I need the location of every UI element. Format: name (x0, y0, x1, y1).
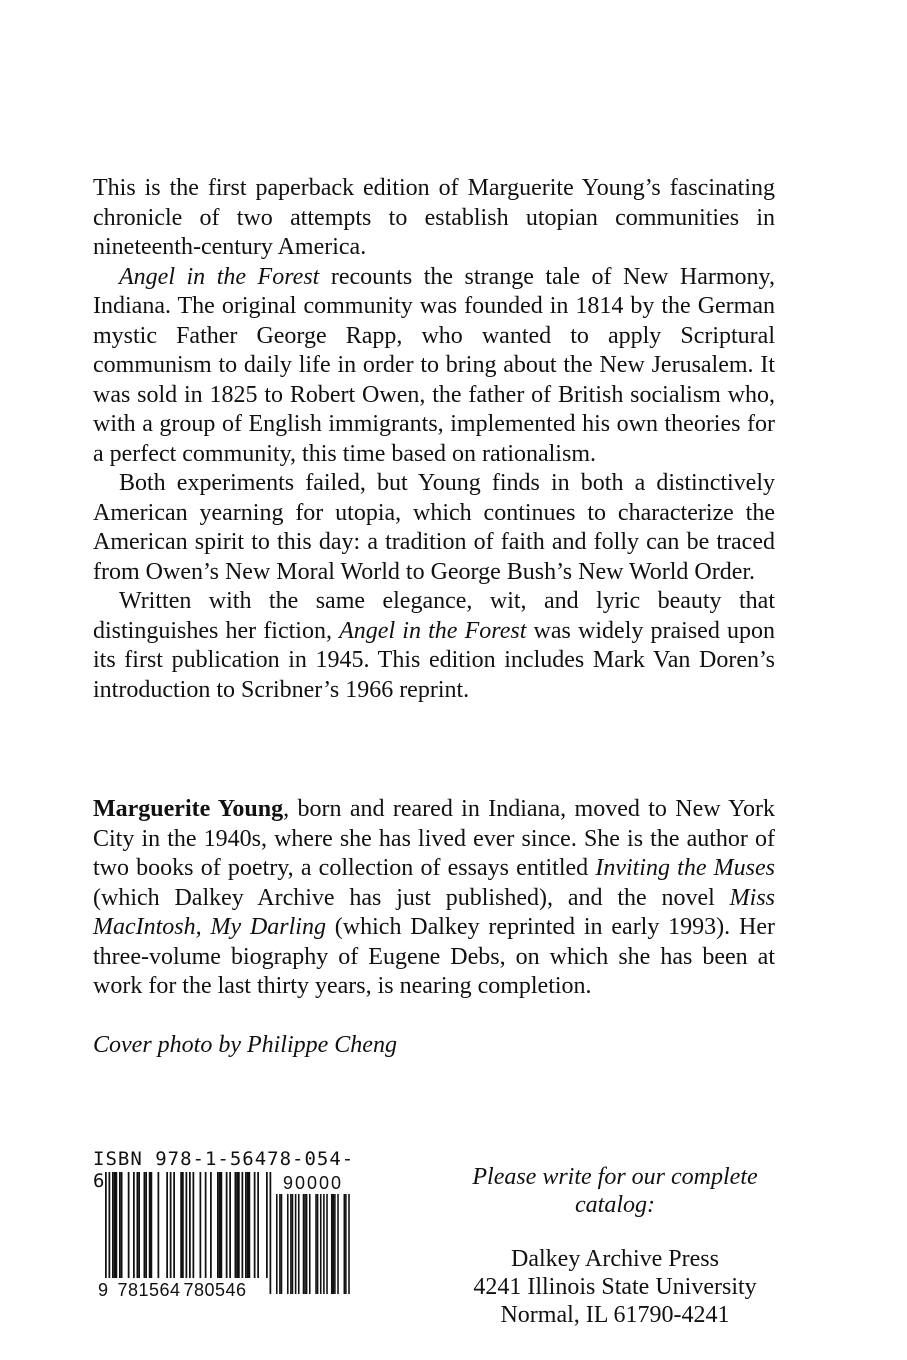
price-bar (337, 1194, 339, 1294)
book-description (93, 174, 775, 705)
barcode-bar (166, 1172, 168, 1278)
barcode-bar (133, 1172, 135, 1278)
description-paragraph-4: Written with the same elegance, wit, and lyric beauty that distinguishes her fiction, Angel in the Forest was widely praised upon its first publication in 1945. This edition includes Mark Van Doren’s introduction to Scribner’s 1966 reprint. (93, 588, 776, 703)
barcode-left-digits: 781564 (117, 1280, 181, 1300)
price-bar (317, 1194, 319, 1294)
barcode-lead-digit: 9 (98, 1280, 109, 1300)
description-paragraph-3: Both experiments failed, but Young finds in both a distinctively American yearning for utopia, which continues to characterize the American spirit to this day: a tradition of faith and folly can be traced from Owen’s New Moral World to George Bush’s New World Order. (93, 470, 775, 585)
price-bar (348, 1194, 350, 1294)
barcode-bar (254, 1172, 256, 1278)
barcode-bar (221, 1172, 223, 1278)
author-bio (93, 795, 775, 1002)
barcode-bar (236, 1172, 238, 1278)
price-bar (334, 1194, 336, 1294)
barcode-bar (219, 1172, 221, 1278)
barcode-bar (170, 1172, 172, 1278)
price-bar (290, 1194, 292, 1294)
price-code: 90000 (282, 1173, 344, 1193)
barcode-guard-bar (186, 1172, 188, 1294)
barcode-bar (193, 1172, 195, 1278)
price-bar (323, 1194, 325, 1294)
barcode-bar (119, 1172, 121, 1278)
barcode-bar (247, 1172, 249, 1278)
book-title: Angel in the Forest (339, 617, 527, 644)
barcode-bar (257, 1172, 259, 1278)
barcode-bar (205, 1172, 207, 1278)
book-title-miss-macintosh: Miss MacIntosh, My Darling (93, 884, 775, 940)
barcode-right-digits: 780546 (183, 1280, 247, 1300)
price-bar (309, 1194, 311, 1294)
price-bar (287, 1194, 289, 1294)
price-bar (344, 1194, 346, 1294)
barcode-bar (138, 1172, 140, 1278)
description-paragraph-1: This is the first paperback edition of Marguerite Young’s fascinating chronicle of two attempts to establish utopian communities in nineteenth-century America. (93, 175, 775, 260)
barcode-bar (217, 1172, 219, 1278)
barcode-guard-bar (270, 1172, 272, 1294)
price-bar (298, 1194, 300, 1294)
barcode-bar (200, 1172, 202, 1278)
author-bio-paragraph: Marguerite Young, born and reared in Indiana, moved to New York City in the 1940s, where she has lived ever since. She is the author of two books of poetry, a collection of essays entitled Inviting the Muses (which Dalkey Archive has just published), and the novel Miss MacIntosh, My Darling (which Dalkey reprinted in early 1993). Her three-volume biography of Eugene Debs, on which she has been at work for the last thirty years, is nearing completion. (93, 796, 775, 999)
photo-credit: Cover photo by Philippe Cheng (93, 1032, 397, 1058)
price-bar (331, 1194, 333, 1294)
barcode-bar (182, 1172, 184, 1278)
price-bar (306, 1194, 308, 1294)
barcode-bar (245, 1172, 247, 1278)
price-bar (281, 1194, 283, 1294)
price-bar (326, 1194, 328, 1294)
catalog-address (440, 1163, 790, 1329)
author-name: Marguerite Young (93, 796, 284, 822)
price-bars (276, 1194, 350, 1294)
barcode-guard-bar (266, 1172, 268, 1294)
barcode-bar (180, 1172, 182, 1278)
book-title-inviting: Inviting the Muses (595, 855, 775, 881)
catalog-heading: Please write for our complete catalog: (472, 1164, 758, 1218)
price-bar (295, 1194, 297, 1294)
barcode-bar (210, 1172, 212, 1278)
barcode-guard-bar (189, 1172, 191, 1294)
isbn-barcode (93, 1148, 355, 1303)
price-bar (303, 1194, 305, 1294)
barcode-bar (114, 1172, 116, 1278)
barcode-bar (112, 1172, 114, 1278)
book-title: Angel in the Forest (119, 263, 320, 290)
barcode-guard-bar (105, 1172, 107, 1294)
barcode-bar (145, 1172, 147, 1278)
price-bar (315, 1194, 317, 1294)
barcode-bar (242, 1172, 244, 1278)
barcode-bar (137, 1172, 139, 1278)
barcode-bar (158, 1172, 160, 1278)
price-bar (292, 1194, 294, 1294)
price-bar (304, 1194, 306, 1294)
price-bar (320, 1194, 322, 1294)
price-bar (333, 1194, 335, 1294)
barcode-bar (121, 1172, 123, 1278)
barcode-bar (229, 1172, 231, 1278)
publisher-name: Dalkey Archive Press (511, 1246, 719, 1272)
price-bar (345, 1194, 347, 1294)
barcode-guard-bar (109, 1172, 111, 1294)
barcode-bar (235, 1172, 237, 1278)
barcode-bar (173, 1172, 175, 1278)
barcode-bar (149, 1172, 151, 1278)
barcode-bar (238, 1172, 240, 1278)
ean-bars (105, 1172, 271, 1294)
barcode-graphic (93, 1172, 355, 1303)
publisher-city: Normal, IL 61790-4241 (500, 1302, 730, 1328)
isbn-label: ISBN 978-1-56478-054-6 (93, 1148, 355, 1192)
publisher-street: 4241 Illinois State University (473, 1274, 757, 1300)
barcode-bar (226, 1172, 228, 1278)
description-paragraph-2: Angel in the Forest recounts the strange tale of New Harmony, Indiana. The original community was founded in 1814 by the German mystic Father George Rapp, who wanted to apply Scriptural communism to daily life in order to bring about the New Jerusalem. It was sold in 1825 to Robert Owen, the father of British socialism who, with a group of English immigrants, implemented his own theories for a perfect community, this time based on rationalism. (93, 263, 775, 467)
barcode-bar (128, 1172, 130, 1278)
barcode-bar (151, 1172, 153, 1278)
price-bar (276, 1194, 278, 1294)
barcode-bar (116, 1172, 118, 1278)
barcode-bar (249, 1172, 251, 1278)
price-bar (279, 1194, 281, 1294)
barcode-bar (144, 1172, 146, 1278)
